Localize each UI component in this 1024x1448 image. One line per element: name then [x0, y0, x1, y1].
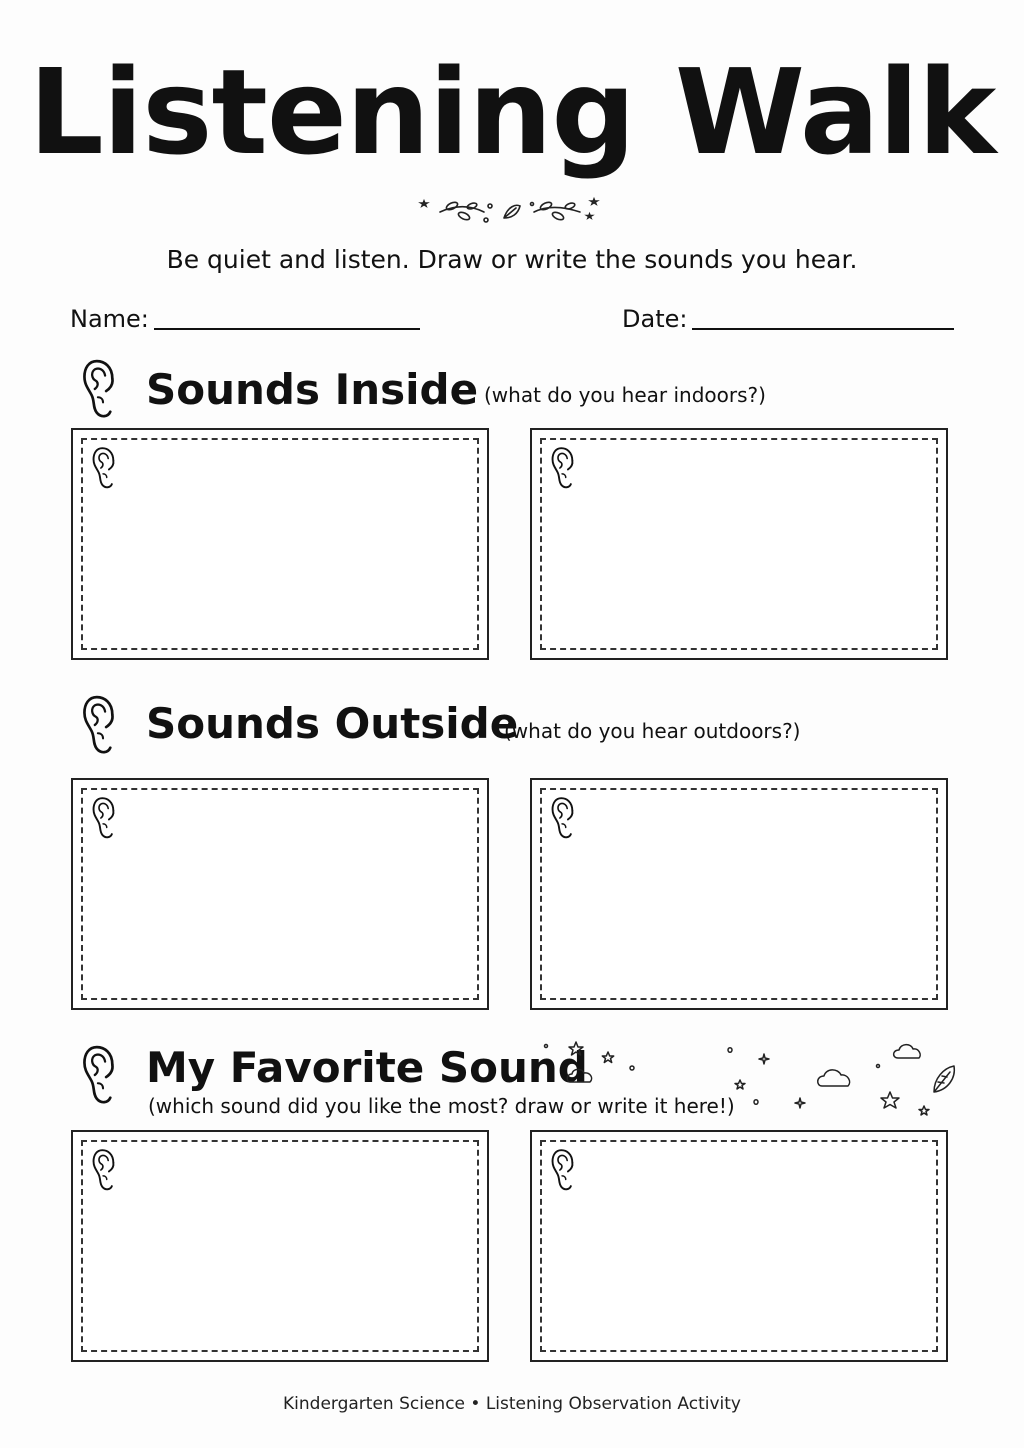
ear-icon [550, 796, 580, 840]
section-title-outside: Sounds Outside [146, 699, 519, 748]
drawing-box-favorite-2[interactable] [530, 1130, 948, 1362]
leaf-ornament-icon [412, 192, 612, 232]
ear-icon [78, 358, 126, 420]
section-hint-favorite: (which sound did you like the most? draw or write it here!) [148, 1094, 735, 1118]
ear-icon [91, 796, 121, 840]
drawing-box-inside-2[interactable] [530, 428, 948, 660]
ear-icon [550, 446, 580, 490]
ear-icon [78, 1044, 126, 1106]
section-hint-inside: (what do you hear indoors?) [484, 383, 766, 407]
section-title-favorite: My Favorite Sound [146, 1043, 588, 1092]
page-title: Listening Walk [28, 43, 996, 181]
stars-clouds-decoration [530, 1030, 970, 1120]
ear-icon [91, 1148, 121, 1192]
date-field[interactable] [692, 328, 954, 330]
drawing-box-inside-1[interactable] [71, 428, 489, 660]
name-field[interactable] [154, 328, 420, 330]
ear-icon [91, 446, 121, 490]
footer-caption: Kindergarten Science • Listening Observation Activity [283, 1394, 741, 1414]
drawing-box-outside-2[interactable] [530, 778, 948, 1010]
instructions: Be quiet and listen. Draw or write the sounds you hear. [166, 245, 858, 274]
ear-icon [78, 694, 126, 756]
date-label: Date: [622, 305, 688, 333]
drawing-box-outside-1[interactable] [71, 778, 489, 1010]
drawing-box-favorite-1[interactable] [71, 1130, 489, 1362]
ear-icon [550, 1148, 580, 1192]
name-label: Name: [70, 305, 149, 333]
section-title-inside: Sounds Inside [146, 365, 479, 414]
section-hint-outside: (what do you hear outdoors?) [504, 719, 801, 743]
